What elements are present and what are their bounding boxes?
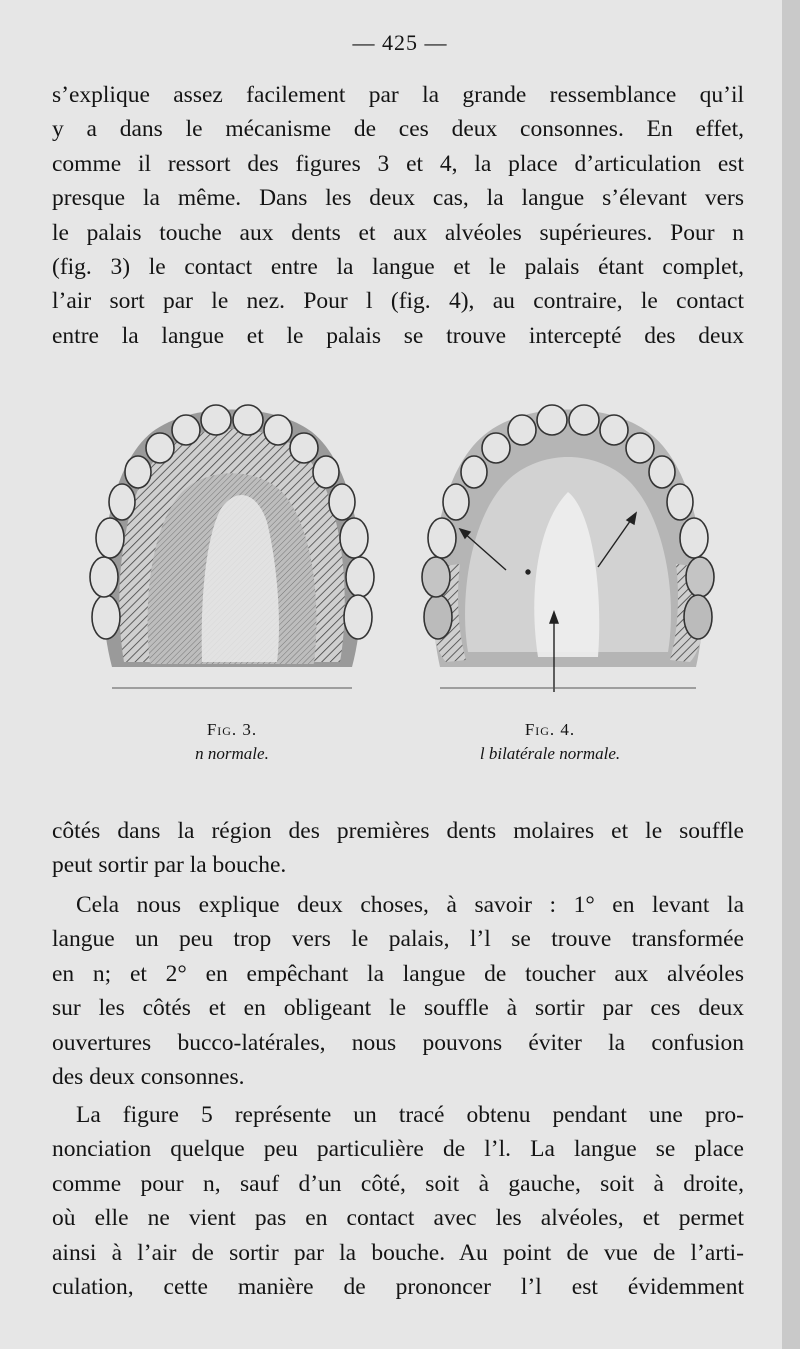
text-line: comme il ressort des figures 3 et 4, la place d’articulation est bbox=[52, 150, 744, 177]
text-line: ouvertures bucco-latérales, nous pouvons éviter la confusion bbox=[52, 1029, 744, 1056]
text-line: en n; et 2° en empêchant la langue de toucher aux alvéoles bbox=[52, 960, 744, 987]
text-line: où elle ne vient pas en contact avec les alvéoles, et permet bbox=[52, 1205, 744, 1232]
paragraph-3 bbox=[52, 888, 744, 1094]
paragraph-4 bbox=[52, 1098, 744, 1304]
text-line: La figure 5 représente un tracé obtenu pendant une pro- bbox=[76, 1102, 744, 1128]
figure-4-description: l bilatérale normale. bbox=[479, 744, 621, 763]
text-line: l’air sort par le nez. Pour l (fig. 4), au contraire, le contact bbox=[52, 288, 744, 315]
page-number: — 425 — bbox=[352, 30, 448, 55]
text-line: y a dans le mécanisme de ces deux consonnes. En effet, bbox=[52, 116, 744, 143]
figure-4-palate-diagram bbox=[418, 392, 718, 702]
text-line: peut sortir par la bouche. bbox=[52, 852, 287, 879]
page-edge bbox=[782, 0, 800, 1349]
text-line: Cela nous explique deux choses, à savoir : 1° en levant la bbox=[76, 892, 744, 918]
text-line: sur les côtés et en obligeant le souffle à sortir par ces deux bbox=[52, 995, 744, 1022]
figure-4-caption bbox=[450, 718, 650, 766]
text-line: ainsi à l’air de sortir par la bouche. Au point de vue de l’arti- bbox=[52, 1239, 744, 1266]
text-line: comme pour n, sauf d’un côté, soit à gauche, soit à droite, bbox=[52, 1170, 744, 1197]
text-line: culation, cette manière de prononcer l’l est évidemment bbox=[52, 1274, 744, 1301]
figure-3-palate-diagram bbox=[82, 392, 382, 702]
text-line: des deux consonnes. bbox=[52, 1064, 245, 1091]
text-line: s’explique assez facilement par la grande ressemblance qu’il bbox=[52, 82, 744, 108]
figure-3-description: n normale. bbox=[195, 744, 269, 763]
text-line: presque la même. Dans les deux cas, la langue s’élevant vers bbox=[52, 185, 744, 212]
text-line: nonciation quelque peu particulière de l’l. La langue se place bbox=[52, 1136, 744, 1163]
text-line: (fig. 3) le contact entre la langue et le palais étant complet, bbox=[52, 254, 744, 281]
text-line: entre la langue et le palais se trouve intercepté des deux bbox=[52, 322, 744, 349]
figure-3-label: Fig. 3. bbox=[206, 720, 258, 739]
text-line: langue un peu trop vers le palais, l’l se trouve transformée bbox=[52, 926, 744, 953]
paragraph-1 bbox=[52, 78, 744, 353]
text-line: côtés dans la région des premières dents molaires et le souffle bbox=[52, 818, 744, 844]
figure-4-label: Fig. 4. bbox=[524, 720, 576, 739]
figure-3-caption bbox=[132, 718, 332, 766]
paragraph-2 bbox=[52, 814, 744, 883]
text-line: le palais touche aux dents et aux alvéoles supérieures. Pour n bbox=[52, 219, 744, 246]
